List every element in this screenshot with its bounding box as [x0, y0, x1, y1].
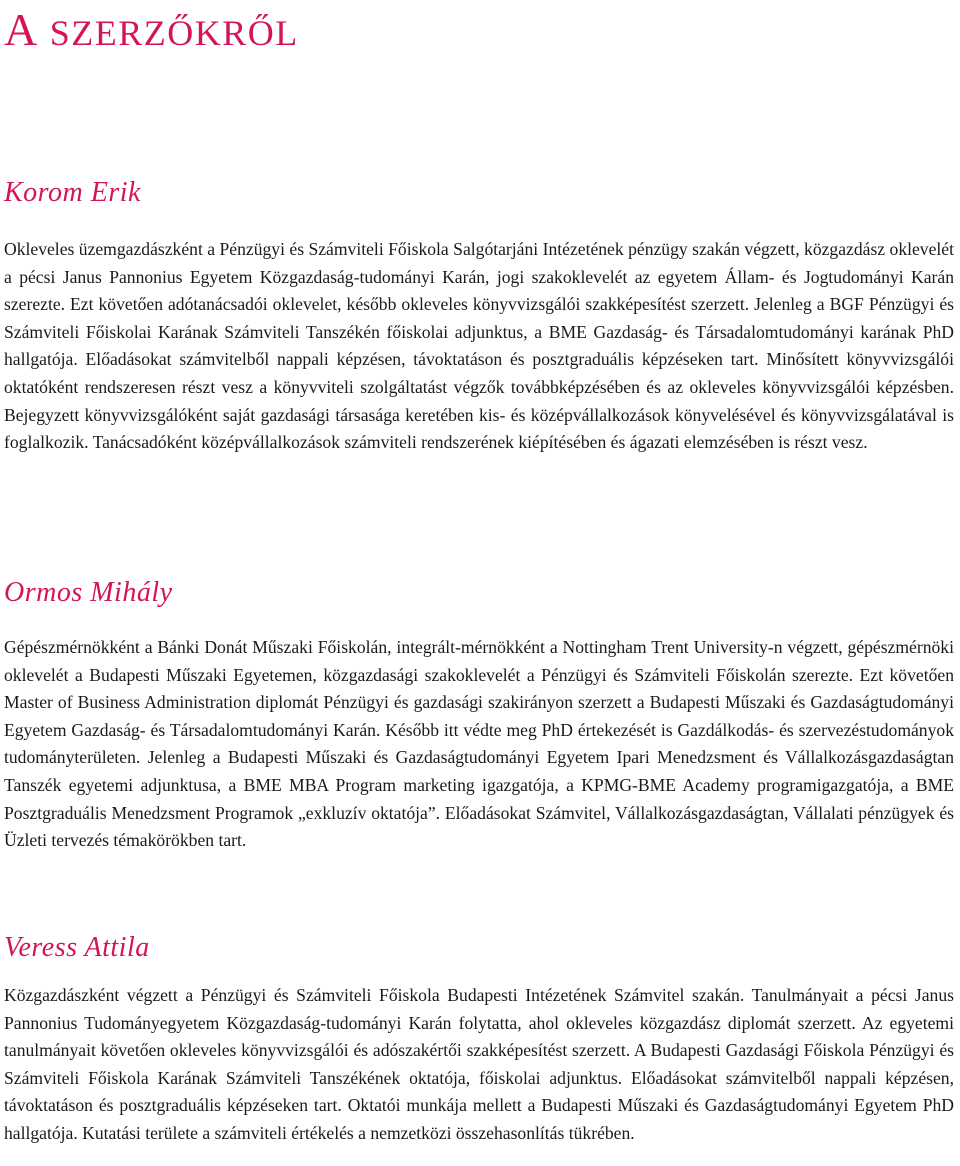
page-title-rest: SZERZŐKRŐL [49, 13, 299, 53]
author-bio-korom-erik: Okleveles üzemgazdászként a Pénzügyi és Számviteli Főiskola Salgótarjáni Intézetének pénzügy szakán végzett, közgazdász oklevelét a pécsi Janus Pannonius Egyetem Közgazdaság-tudományi Karán, jogi szakoklevelét az egyetem Állam- és Jogtudományi Karán szerezte. Ezt követően adótanácsadói oklevelet, később okleveles könyvvizsgálói szakképesítést szerzett. Jelenleg a BGF Pénzügyi és Számviteli Főiskolai Karának Számviteli Tanszékén főiskolai adjunktus, a BME Gazdaság- és Társadalomtudományi karának PhD hallgatója. Előadásokat számvitelből nappali képzésen, távoktatáson és posztgraduális képzéseken tart. Minősített könyvvizsgálói oktatóként rendszeresen részt vesz a könyvviteli szolgáltatást végzők továbbképzésében és az okleveles könyvvizsgálói képzésben. Bejegyzett könyvvizsgálóként saját gazdasági társasága keretében kis- és középvállalkozások könyvelésével és könyvvizsgálatával is foglalkozik. Tanácsadóként középvállalkozások számviteli rendszerének kiépítésében és ágazati elemzésében is részt vesz. [4, 239, 954, 453]
author-name-korom-erik: Korom Erik [4, 177, 141, 208]
author-bio-veress-attila: Közgazdászként végzett a Pénzügyi és Számviteli Főiskola Budapesti Intézetének Számvitel szakán. Tanulmányait a pécsi Janus Pannonius Tudományegyetem Közgazdaság-tudományi Karán folytatta, ahol okleveles közgazdász diplomát szerzett. Az egyetemi tanulmányait követően okleveles könyvvizsgálói és adószakértői szakképesítést szerzett. A Budapesti Gazdasági Főiskola Pénzügyi és Számviteli Főiskola Karának Számviteli Tanszékének oktatója, főiskolai adjunktus. Előadásokat számvitelből nappali képzésen, távoktatáson és posztgraduális képzéseken tart. Oktatói munkája mellett a Budapesti Műszaki és Gazdaságtudományi Egyetem PhD hallgatója. Kutatási területe a számviteli értékelés a nemzetközi összehasonlítás tükrében. [4, 985, 954, 1143]
page-title-initial: A [4, 4, 39, 55]
author-name-ormos-mihaly: Ormos Mihály [4, 577, 173, 608]
author-bio-ormos-mihaly: Gépészmérnökként a Bánki Donát Műszaki Főiskolán, integrált-mérnökként a Nottingham Trent University-n végzett, gépészmérnöki oklevelét a Budapesti Műszaki Egyetemen, közgazdasági szakoklevelét a Pénzügyi és Számviteli Főiskolán szerezte. Ezt követően Master of Business Administration diplomát Pénzügyi és gazdasági szakirányon szerzett a Budapesti Műszaki és Gazdaságtudományi Egyetem Gazdaság- és Társadalomtudományi Karán. Később itt védte meg PhD értekezését is Gazdálkodás- és szervezéstudományok tudományterületen. Jelenleg a Budapesti Műszaki és Gazdaságtudományi Egyetem Ipari Menedzsment és Vállalkozásgazdaságtan Tanszék egyetemi adjunktusa, a BME MBA Program marketing igazgatója, a KPMG-BME Academy programigazgatója, a BME Posztgraduális Menedzsment Programok „exkluzív oktatója”. Előadásokat Számvitel, Vállalkozásgazdaságtan, Vállalati pénzügyek és Üzleti tervezés témakörökben tart. [4, 637, 954, 851]
author-name-veress-attila: Veress Attila [4, 932, 150, 963]
page-title [4, 6, 299, 57]
